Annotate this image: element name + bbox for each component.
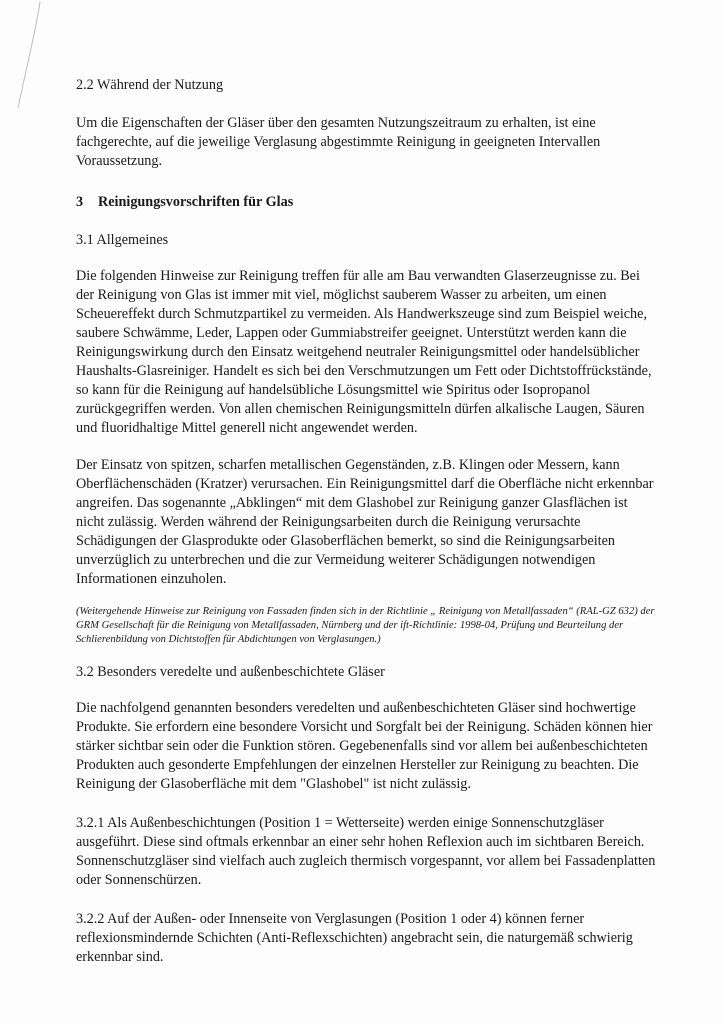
paragraph-3-1-general: Die folgenden Hinweise zur Reinigung treffen für alle am Bau verwandten Glaserzeugnisse zu. Bei der Reinigung von Glas ist immer mit viel, möglichst sauberem Wasser zu arbeiten, um einen Scheuereffekt durch Schmutzpartikel zu vermeiden. Als Handwerkszeuge sind zum Beispiel weiche, saubere Schwämme, Leder, Lappen oder Gummiabstreifer geeignet. Unterstützt werden kann die Reinigungswirkung durch den Einsatz weitgehend neutraler Reinigungsmittel oder handelsüblicher Haushalts-Glasreiniger. Handelt es sich bei den Verschmutzungen um Fett oder Dichtstoffrückstände, so kann für die Reinigung auf handelsübliche Lösungsmittel wie Spiritus oder Isopropanol zurückgegriffen werden. Von allen chemischen Reinigungsmitteln dürfen alkalische Laugen, Säuren und fluoridhaltige Mittel generell nicht angewendet werden. <box>76 268 652 436</box>
paragraph-2-2: Um die Eigenschaften der Gläser über den gesamten Nutzungszeitraum zu erhalten, ist eine fachgerechte, auf die jeweilige Verglasung abgestimmte Reinigung in geeigneten Intervallen Voraussetzung. <box>76 115 601 169</box>
heading-3-title: Reinigungsvorschriften für Glas <box>98 194 294 210</box>
paragraph-3-1-tools: Der Einsatz von spitzen, scharfen metallischen Gegenständen, z.B. Klingen oder Messern, kann Oberflächenschäden (Kratzer) verursachen. Ein Reinigungsmittel darf die Oberfläche nicht erkennbar angreifen. Das sogenannte „Abklingen“ mit dem Glashobel zur Reinigung ganzer Glasflächen ist nicht zulässig. Werden während der Reinigungsarbeiten durch die Reinigung verursachte Schädigungen der Glasprodukte oder Glasoberflächen bemerkt, so sind die Reinigungsarbeiten unverzüglich zu unterbrechen und die zur Vermeidung weiterer Schädigungen notwendigen Informationen einzuholen. <box>76 457 654 587</box>
heading-3 <box>76 193 656 211</box>
paragraph-3-2-1: 3.2.1 Als Außenbeschichtungen (Position 1 = Wetterseite) werden einige Sonnenschutzgläser ausgeführt. Diese sind oftmals erkennbar an einer sehr hohen Reflexion auch im sichtbaren Bereich. Sonnenschutzgläser sind vielfach auch zugleich thermisch vorgespannt, vor allem bei Fassadenplatten oder Sonnenschürzen. <box>76 815 656 888</box>
heading-2-2: 2.2 Während der Nutzung <box>76 77 224 93</box>
scan-edge-mark <box>14 0 44 110</box>
heading-3-1: 3.1 Allgemeines <box>76 232 169 248</box>
paragraph-3-2: Die nachfolgend genannten besonders veredelten und außenbeschichteten Gläser sind hochwertige Produkte. Sie erfordern eine besondere Vorsicht und Sorgfalt bei der Reinigung. Schäden können hier stärker sichtbar sein oder die Funktion stören. Gegebenenfalls sind vor allem bei außenbeschichteten Produkten auch gesonderte Empfehlungen der einzelnen Hersteller zur Reinigung zu beachten. Die Reinigung der Glasoberfläche mit dem "Glashobel" ist nicht zulässig. <box>76 700 653 792</box>
paragraph-3-2-2: 3.2.2 Auf der Außen- oder Innenseite von Verglasungen (Position 1 oder 4) können ferner reflexionsmindernde Schichten (Anti-Reflexschichten) angebracht sein, die naturgemäß schwierig erkennbar sind. <box>76 911 633 965</box>
note-further-guidelines: (Weitergehende Hinweise zur Reinigung von Fassaden finden sich in der Richtlinie „ Reinigung von Metallfassaden“ (RAL-GZ 632) der GRM Gesellschaft für die Reinigung von Metallfassaden, Nürnberg und der ift-Richtlinie: 1998-04, Prüfung und Beurteilung der Schlierenbildung von Dichtstoffen für Abdichtungen von Verglasungen.) <box>76 606 655 645</box>
heading-3-number: 3 <box>76 194 84 210</box>
document-body <box>76 76 656 967</box>
heading-3-2: 3.2 Besonders veredelte und außenbeschichtete Gläser <box>76 664 385 680</box>
